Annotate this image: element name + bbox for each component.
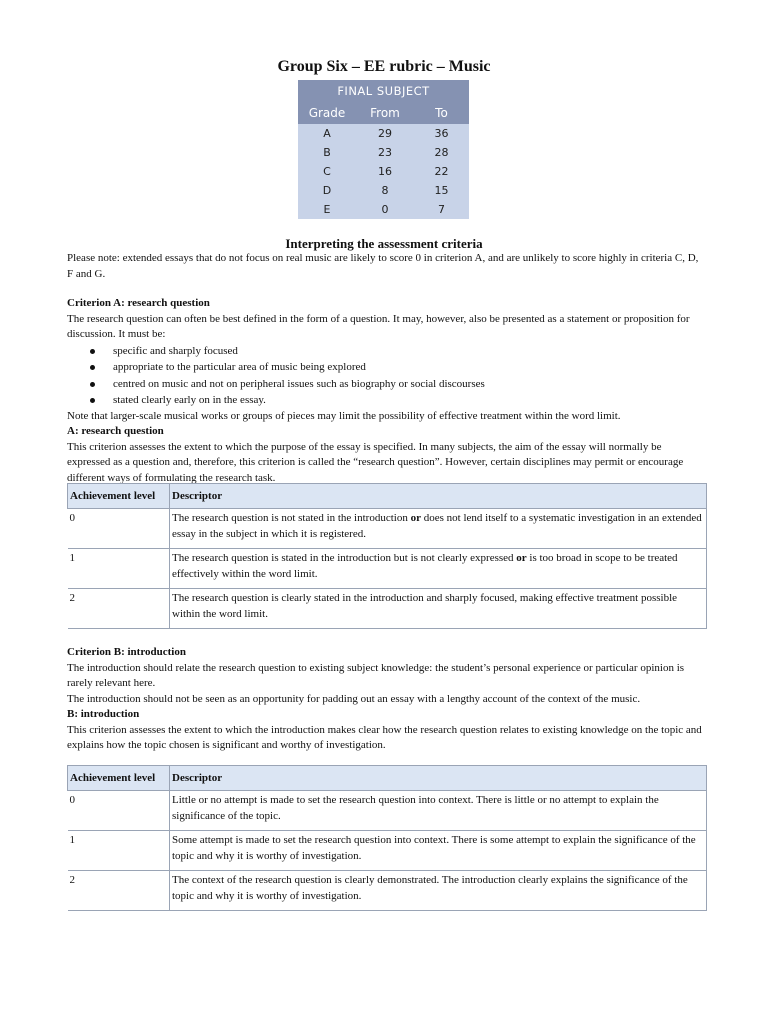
criterion-a-section — [67, 296, 707, 486]
to-cell: 7 — [438, 203, 445, 216]
level-cell: 1 — [68, 549, 170, 589]
from-header: From — [356, 101, 414, 124]
level-cell: 2 — [68, 871, 170, 911]
from-cell: 29 — [378, 127, 392, 140]
criterion-b-heading: Criterion B: introduction — [67, 646, 186, 658]
grade-cell: D — [322, 184, 332, 197]
grade-row — [298, 200, 469, 219]
grade-header: Grade — [298, 101, 356, 124]
list-item: centred on music and not on peripheral issues such as biography or social discourses — [67, 376, 707, 393]
criterion-a-intro: The research question can often be best defined in the form of a question. It may, however, also be presented as a statement or proposition for discussion. It must be: — [67, 312, 690, 340]
note-text: Please note: extended essays that do not focus on real music are likely to score 0 in criterion A, and are unlikely to score highly in criteria C, D, F and G. — [67, 252, 699, 280]
document-title: Group Six – EE rubric – Music — [277, 58, 491, 75]
list-item: specific and sharply focused — [67, 343, 707, 360]
descriptor-cell: Little or no attempt is made to set the research question into context. There is little or no attempt to explain the significance of the topic. — [170, 791, 707, 831]
to-header: To — [414, 101, 469, 124]
table-row — [68, 831, 707, 871]
level-cell: 0 — [68, 509, 170, 549]
grade-row — [298, 124, 469, 143]
criterion-b-subheading: B: introduction — [67, 708, 140, 720]
criterion-b-para1: The introduction should relate the research question to existing subject knowledge: the student’s personal experience or particular opinion is rarely relevant here. — [67, 661, 685, 689]
descriptor-cell: The context of the research question is clearly demonstrated. The introduction clearly explains the significance of the topic and why it is worthy of investigation. — [170, 871, 707, 911]
note-paragraph — [67, 251, 707, 282]
table-row — [68, 871, 707, 911]
criterion-a-note: Note that larger-scale musical works or groups of pieces may limit the possibility of effective treatment within the word limit. — [67, 409, 621, 422]
list-item: stated clearly early on in the essay. — [67, 392, 707, 409]
criterion-a-table — [67, 483, 707, 629]
criterion-b-table — [67, 765, 707, 911]
to-cell: 22 — [434, 165, 449, 178]
grade-cell: E — [323, 203, 331, 216]
criterion-b-table-wrap — [67, 765, 707, 911]
level-cell: 1 — [68, 831, 170, 871]
from-cell: 0 — [381, 203, 389, 216]
criterion-a-bullet-list — [67, 343, 707, 409]
grade-cell: C — [323, 165, 331, 178]
criterion-b-description: This criterion assesses the extent to which the introduction makes clear how the research question relates to existing knowledge on the topic and explains how the topic chosen is significant and worthy of investigation. — [67, 723, 702, 751]
section-title: Interpreting the assessment criteria — [285, 236, 483, 251]
grade-table-caption: FINAL SUBJECT — [298, 80, 469, 101]
to-cell: 36 — [434, 127, 449, 140]
grade-cell: A — [323, 127, 331, 140]
table-row — [68, 509, 707, 549]
achievement-level-header: Achievement level — [68, 484, 170, 509]
descriptor-cell: The research question is not stated in the introduction or does not lend itself to a systematic investigation in an extended essay in the subject in which it is registered. — [170, 509, 707, 549]
table-row — [68, 549, 707, 589]
to-cell: 15 — [434, 184, 449, 197]
achievement-level-header: Achievement level — [68, 766, 170, 791]
table-row — [68, 589, 707, 629]
criterion-b-section — [67, 645, 707, 754]
from-cell: 16 — [378, 165, 392, 178]
grade-cell: B — [323, 146, 331, 159]
to-cell: 28 — [434, 146, 449, 159]
level-cell: 2 — [68, 589, 170, 629]
grade-boundaries-table — [298, 80, 469, 219]
table-row — [68, 791, 707, 831]
descriptor-cell: The research question is stated in the introduction but is not clearly expressed or is too broad in scope to be treated effectively within the word limit. — [170, 549, 707, 589]
list-item: appropriate to the particular area of music being explored — [67, 359, 707, 376]
criterion-a-table-wrap — [67, 483, 707, 629]
criterion-a-subheading: A: research question — [67, 425, 164, 437]
descriptor-cell: The research question is clearly stated in the introduction and sharply focused, making effective treatment possible within the word limit. — [170, 589, 707, 629]
from-cell: 23 — [378, 146, 392, 159]
criterion-a-heading: Criterion A: research question — [67, 297, 210, 309]
grade-row — [298, 162, 469, 181]
descriptor-cell: Some attempt is made to set the research question into context. There is some attempt to explain the significance of the topic and why it is worthy of investigation. — [170, 831, 707, 871]
descriptor-header: Descriptor — [170, 766, 707, 791]
grade-row — [298, 181, 469, 200]
grade-row — [298, 143, 469, 162]
from-cell: 8 — [381, 184, 389, 197]
descriptor-header: Descriptor — [170, 484, 707, 509]
criterion-b-para2: The introduction should not be seen as an opportunity for padding out an essay with a lengthy account of the context of the music. — [67, 692, 641, 705]
criterion-a-description: This criterion assesses the extent to which the purpose of the essay is specified. In many subjects, the aim of the essay will normally be expressed as a question and, therefore, this criterion is called the “research question”. However, certain disciplines may permit or encourage different ways of formulating the research task. — [67, 440, 684, 484]
level-cell: 0 — [68, 791, 170, 831]
